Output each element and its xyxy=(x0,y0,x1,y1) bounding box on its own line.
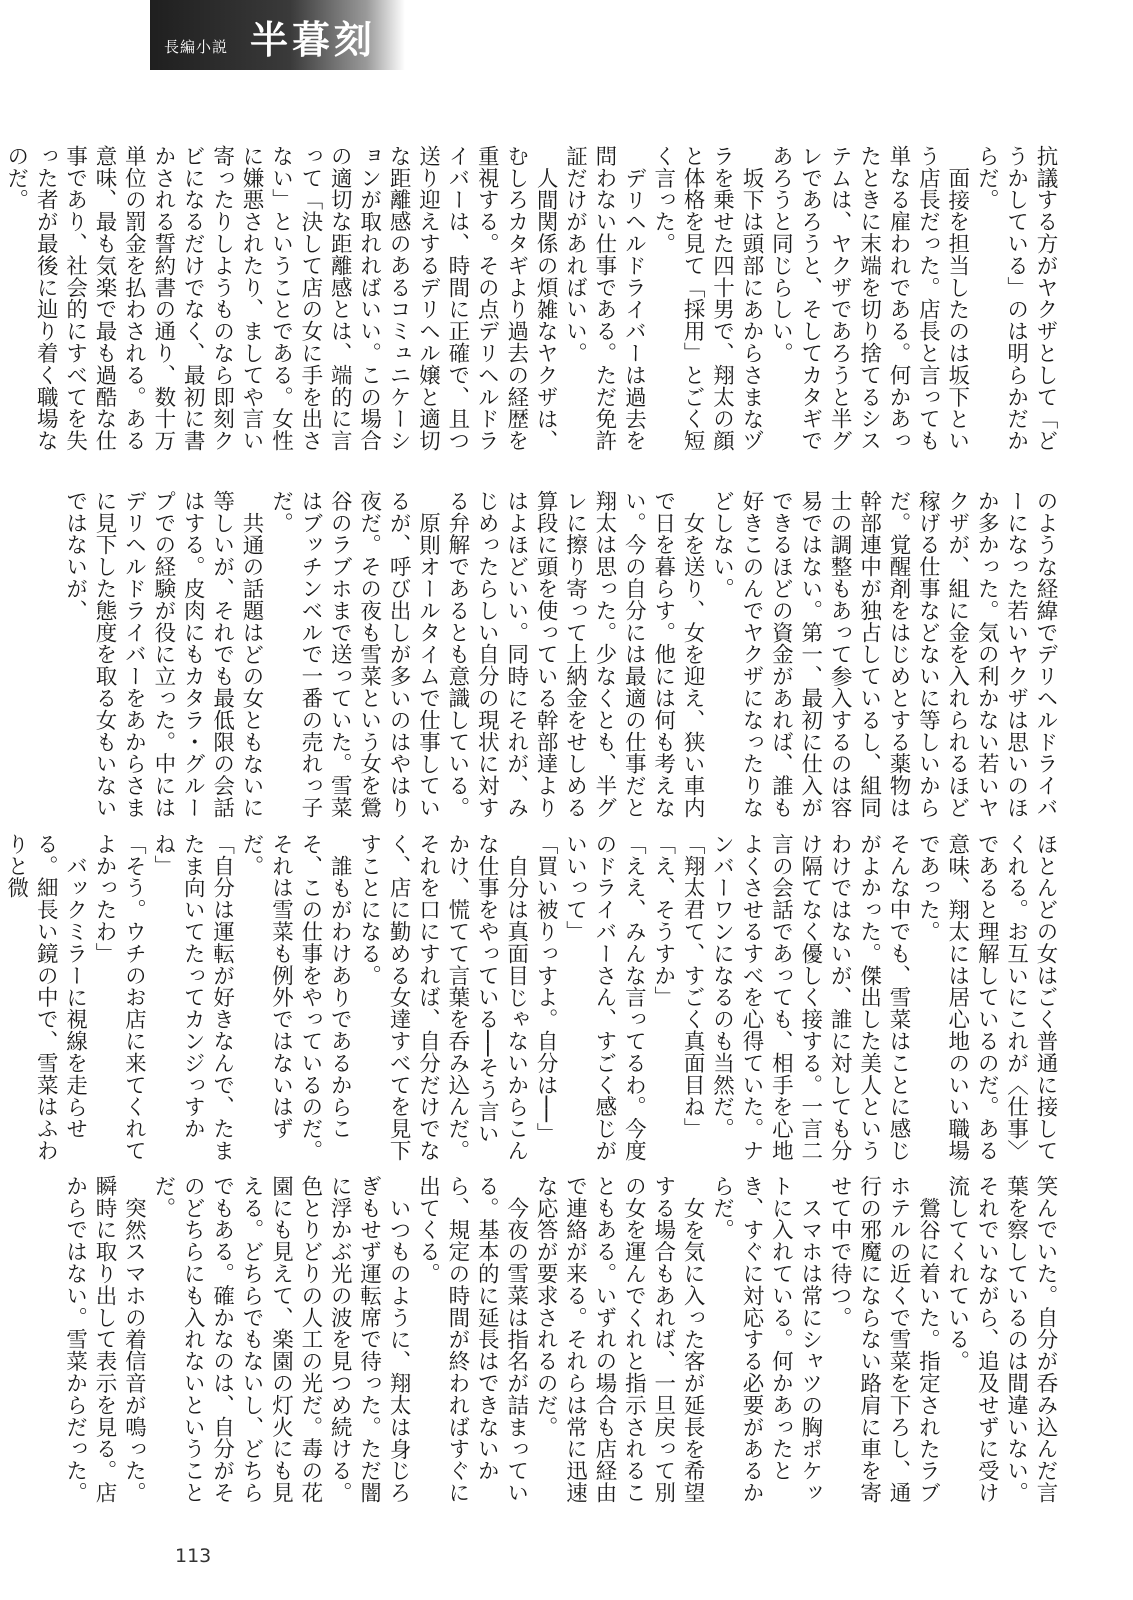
paragraph: 人間関係の煩雑なヤクザは、むしろカタギより過去の経歴を重視する。その点デリヘルドライバーは、時間に正確で、且つ送り迎えするデリヘル嬢と適切な距離感のあるコミュニケーションが取れればいい。この場合の適切な距離感とは、端的に言って「決して店の女に手を出さない」ということである。女性に嫌悪されたり、ましてや言い寄ったりしようものなら即刻クビになるだけでなく、最初に書かされる誓約書の通り、数十万単位の罰金を払わされる。ある意味、最も気楽で最も過酷な仕事であり、社会的にすべてを失った者が最後に辿り着く職場なのだ。 xyxy=(3,145,559,452)
paragraph: のような経緯でデリヘルドライバーになった若いヤクザは思いのほか多かった。気の利かない若いヤクザが、組に金を入れられるほど稼げる仕事などないに等しいからだ。覚醒剤をはじめとする薬物は幹部連中が独占しているし、組同士の調整もあって参入するのは容易ではない。第一、最初に仕入ができるほどの資金があれば、誰も好きこのんでヤクザになったりなどしない。 xyxy=(709,490,1058,819)
paragraph: スマホは常にシャツの胸ポケットに入れている。何かあったとき、すぐに対応する必要があるからだ。 xyxy=(709,1175,823,1504)
paragraph: 女を気に入った客が延長を希望する場合もあれば、一旦戻って別の女を運んでくれと指示されることもある。いずれの場合も店経由で連絡が来る。それらは常に迅速な応答が要求されるのだ。 xyxy=(533,1175,706,1504)
paragraph: デリヘルドライバーは過去を問わない仕事である。ただ免許証だけがあればいい。 xyxy=(562,145,647,452)
series-label: 長編小説 xyxy=(164,38,229,56)
paragraph: ほとんどの女はごく普通に接してくれる。お互いにこれが〈仕事〉であると理解しているのだ。ある意味、翔太には居心地のいい職場であった。 xyxy=(915,833,1058,1162)
paragraph: バックミラーに視線を走らせる。細長い鏡の中で、雪菜はふわりと微 xyxy=(3,833,88,1162)
paragraph: そんな中でも、雪菜はことに感じがよかった。傑出した美人というわけではないが、誰に対しても分け隔てなく優しく接する。一言二言の会話であっても、相手を心地よくさせるすべを心得ていた。ナンバーワンになるのも当然だ。 xyxy=(709,833,911,1162)
paragraph: 笑んでいた。自分が呑み込んだ言葉を察しているのは間違いない。それでいながら、追及せずに受け流してくれている。 xyxy=(944,1175,1058,1504)
paragraph: 鶯谷に着いた。指定されたラブホテルの近くで雪菜を下ろし、通行の邪魔にならない路肩に車を寄せて中で待つ。 xyxy=(827,1175,941,1504)
paragraph: 原則オールタイムで仕事しているが、呼び出しが多いのはやはり夜だ。その夜も雪菜という女を鶯谷のラブホまで送っていた。雪菜はブッチンベルで一番の売れっ子だ。 xyxy=(268,490,441,819)
page-number: 113 xyxy=(175,1545,212,1567)
novel-title: 半暮刻 xyxy=(250,17,377,62)
dialogue-line: 「え、そうすか」 xyxy=(650,833,676,1009)
text-tier-4 xyxy=(62,1175,1060,1505)
paragraph xyxy=(0,145,1,470)
paragraph: 自分は真面目じゃないからこんな仕事をやっている──そう言いかけ、慌てて言葉を呑み込んだ。それを口にすれば、自分だけでなく、店に勤める女達すべてを見下すことになる。 xyxy=(356,833,529,1162)
dialogue-line: 「翔太君て、すごく真面目ね」 xyxy=(680,833,706,1140)
paragraph: 面接を担当したのは坂下という店長だった。店長と言っても単なる雇われである。何かあったときに末端を切り捨てるシステムは、ヤクザであろうと半グレであろうと、そしてカタギであろうと同じらしい。 xyxy=(768,145,970,452)
text-tier-1 xyxy=(3,145,1060,470)
paragraph: 今夜の雪菜は指名が詰まっている。基本的に延長はできないから、規定の時間が終わればすぐに出てくる。 xyxy=(415,1175,529,1504)
paragraph: いつものように、翔太は身じろぎもせず運転席で待った。ただ闇に浮かぶ光の波を見つめ続ける。色とりどりの人工の光だ。毒の花園にも見えて、楽園の灯火にも見える。どちらでもないし、どちらでもある。確かなのは、自分がそのどちらにも入れないということだ。 xyxy=(150,1175,412,1504)
series-header-banner xyxy=(150,0,405,70)
paragraph: 女を送り、女を迎え、狭い車内で日を暮らす。他には何も考えない。今の自分には最適の仕事だと翔太は思った。少なくとも、半グレに擦り寄って上納金をせしめる算段に頭を使っている幹部達よりはよほどいい。同時にそれが、みじめったらしい自分の現状に対する弁解であるとも意識している。 xyxy=(444,490,706,819)
text-tier-3 xyxy=(3,833,1060,1163)
dialogue-line: 「そう。ウチのお店に来てくれてよかったわ」 xyxy=(92,833,147,1162)
paragraph: 共通の話題はどの女ともないに等しいが、それでも最低限の会話はする。皮肉にもカタラ・グループでの経験が役に立った。中にはデリヘルドライバーをあからさまに見下した態度を取る女もいないではないが、 xyxy=(62,490,265,819)
text-tier-2 xyxy=(62,490,1060,820)
dialogue-line: 「買い被りっすよ。自分は──」 xyxy=(533,833,559,1145)
paragraph: 突然スマホの着信音が鳴った。瞬時に取り出して表示を見る。店からではない。雪菜からだった。 xyxy=(62,1175,147,1504)
paragraph: 抗議する方がヤクザとして「どうかしている」のは明らかだからだ。 xyxy=(974,145,1058,452)
dialogue-line: 「ええ、みんな言ってるわ。今度のドライバーさん、すごく感じがいいって」 xyxy=(562,833,647,1162)
paragraph: 誰もがわけありであるからこそ、この仕事をやっているのだ。それは雪菜も例外ではないはずだ。 xyxy=(239,833,353,1162)
paragraph: 坂下は頭部にあからさまなヅラを乗せた四十男で、翔太の顔と体格を見て「採用」とごく短く言った。 xyxy=(650,145,764,452)
dialogue-line: 「自分は運転が好きなんで、たまたま向いてたってカンジっすかね」 xyxy=(150,833,235,1162)
